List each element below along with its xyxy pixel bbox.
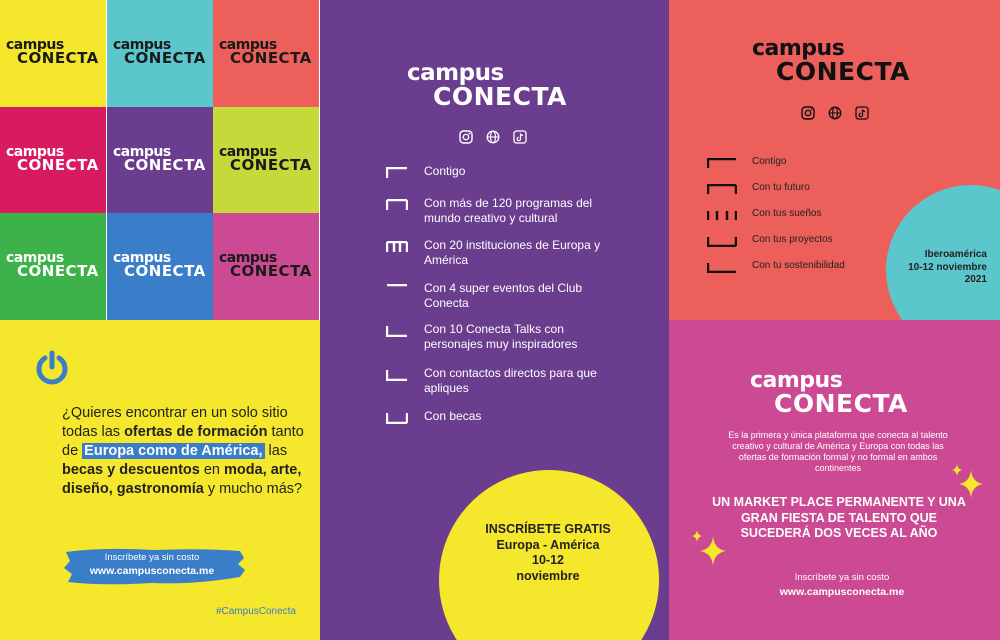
campus-conecta-logo: campus CONECTA [6,250,99,280]
bracket-icon [386,369,408,381]
bracket-icon [386,199,408,211]
signup-label: Inscríbete ya sin costo [104,552,200,563]
market-headline: UN MARKET PLACE PERMANENTE Y UNA GRAN FIESTA DE TALENTO QUE SUCEDERÁ DOS VECES AL AÑO [712,495,966,540]
social-icons [459,130,527,144]
campus-conecta-logo: campus CONECTA [407,60,567,111]
hashtag: #CampusConecta [215,606,296,617]
feature-text: Con becas [424,409,482,423]
circle-line-4: noviembre [516,568,580,583]
signup-url[interactable]: www.campusconecta.me [779,586,905,598]
date-label: 10-12 noviembre [908,261,987,273]
instagram-icon[interactable] [459,130,473,144]
bracket-icon [707,262,737,273]
circle-line-2: Europa - América [496,537,600,552]
signup-url[interactable]: www.campusconecta.me [89,565,215,577]
campus-conecta-logo: campus CONECTA [219,37,312,67]
sparkle-icon [689,528,729,572]
intro-panel [0,320,320,640]
logo-tile [0,0,106,107]
circle-line-1: INSCRÍBETE GRATIS [485,522,611,536]
tiktok-icon[interactable] [855,106,869,120]
feature-text: Con contactos directos para que apliques [424,366,597,395]
bracket-icon [386,412,408,424]
bracket-icon [707,236,737,247]
power-icon [34,350,70,386]
feature-text: Con 20 instituciones de Europa y América [424,238,601,267]
campus-conecta-logo: campus CONECTA [219,144,312,174]
signup-link[interactable] [727,572,957,598]
logo-tile [107,0,213,107]
bracket-icon [707,210,737,221]
feature-text: Contigo [424,164,466,178]
bracket-icon [386,284,408,296]
about-panel [669,320,1000,640]
bracket-icon [386,325,408,337]
social-icons [801,106,869,120]
slogan-text: Con tus sueños [752,208,822,219]
feature-text: Con más de 120 programas del mundo creativo y cultural [424,196,593,225]
cover-panel [669,0,1000,320]
campus-conecta-logo: campus CONECTA [6,144,99,174]
campus-conecta-logo: campus CONECTA [113,250,206,280]
event-dates [895,249,987,287]
campus-conecta-logo: campus CONECTA [6,37,99,67]
bracket-icon [707,158,737,169]
globe-icon[interactable] [486,130,500,144]
bracket-icon [386,167,408,179]
platform-description: Es la primera y única plataforma que conecta al talento creativo y cultural de América y Europa con todas las ofertas de formación formal y no formal en ambos continentes [728,430,948,473]
logo-tile [213,213,319,320]
campus-conecta-logo: campus CONECTA [113,144,206,174]
circle-line-3: 10-12 [532,553,564,567]
region-label: Iberoamérica [924,249,987,260]
features-panel [320,0,669,640]
slogan-text: Contigo [752,156,787,167]
campus-conecta-logo: campus CONECTA [219,250,312,280]
bracket-icon [386,241,408,253]
logo-tile [0,213,106,320]
slogan-text: Con tu futuro [752,182,810,193]
campus-conecta-logo: campus CONECTA [113,37,206,67]
slogan-text: Con tus proyectos [752,234,833,245]
intro-question: ¿Quieres encontrar en un solo sitio todas las ofertas de formación tanto de Europa como de América, las becas y descuentos en moda, arte, diseño, gastronomía y mucho más? [62,405,304,497]
tiktok-icon[interactable] [513,130,527,144]
logo-tile [107,107,213,214]
year-label: 2021 [964,274,987,285]
bracket-icon [707,184,737,195]
logo-tile [107,213,213,320]
instagram-icon[interactable] [801,106,815,120]
logo-tile [213,0,319,107]
slogan-text: Con tu sostenibilidad [752,260,845,271]
globe-icon[interactable] [828,106,842,120]
feature-text: Con 4 super eventos del Club Conecta [424,281,583,310]
logo-tile [213,107,319,214]
signup-link[interactable] [62,552,242,577]
signup-circle-text[interactable] [448,522,648,584]
signup-label: Inscríbete ya sin costo [794,572,890,583]
campus-conecta-logo: campus CONECTA [750,368,908,418]
campus-conecta-logo: campus CONECTA [752,36,910,86]
logo-tile [0,107,106,214]
feature-text: Con 10 Conecta Talks con personajes muy inspiradores [424,322,578,351]
